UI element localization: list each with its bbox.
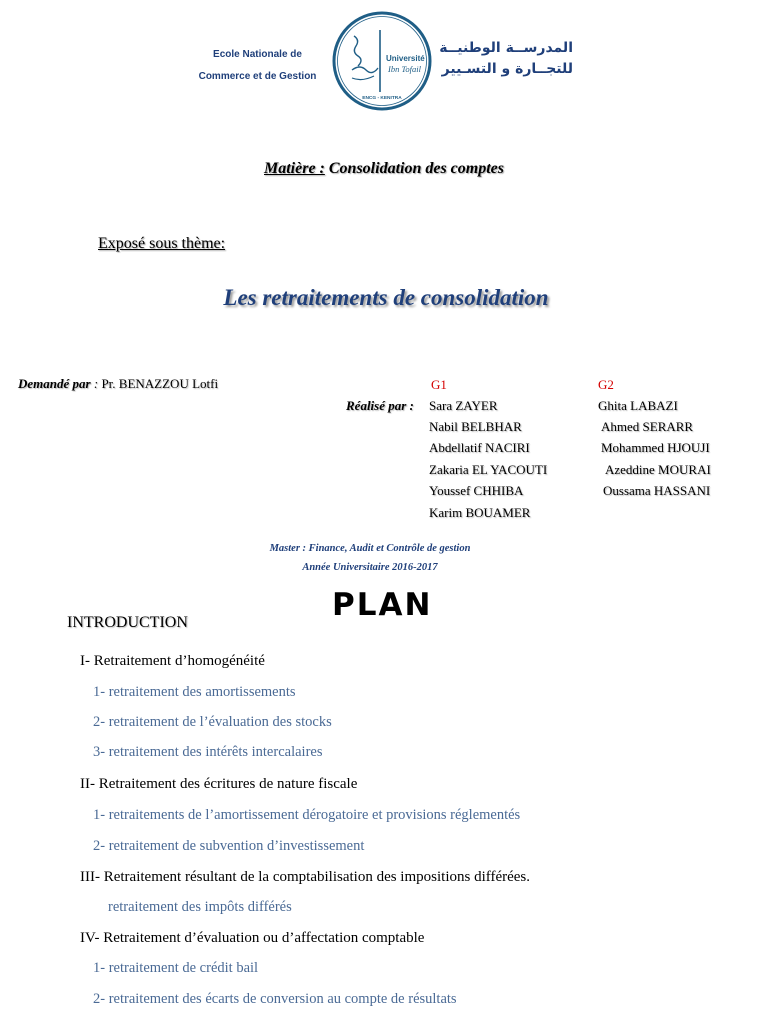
group-1-member: Karim BOUAMER	[429, 505, 531, 520]
expose-label: Exposé sous thème:	[98, 235, 226, 252]
realized-by-label: Réalisé par :	[346, 398, 414, 413]
plan-section-4: IV- Retraitement d’évaluation ou d’affectation comptable	[80, 930, 425, 946]
school-name-arabic-line-2: للتجــارة و التسـيير	[441, 61, 573, 77]
school-name-line-2: Commerce et de Gestion	[198, 71, 317, 82]
plan-subsection: 1- retraitement des amortissements	[93, 684, 296, 700]
master-info	[0, 539, 740, 577]
plan-subsection: 1- retraitements de l’amortissement dérogatoire et provisions réglementés	[93, 807, 521, 823]
subject-label: Matière :	[264, 160, 325, 177]
logo-university-text: Université	[386, 54, 425, 63]
group-2-title: G2	[598, 377, 614, 392]
group-1-member: Youssef CHHIBA	[429, 483, 524, 498]
school-name-arabic	[438, 38, 573, 80]
group-2-member: Oussama HASSANI	[603, 483, 711, 498]
university-logo	[330, 8, 434, 114]
subject-value: Consolidation des comptes	[324, 160, 504, 177]
plan-subsection: 1- retraitement de crédit bail	[93, 960, 259, 976]
requested-by-separator: :	[90, 376, 102, 391]
group-2-member: Azeddine MOURAI	[605, 462, 711, 477]
plan-introduction: INTRODUCTION	[67, 614, 188, 631]
school-name-french	[185, 44, 330, 88]
logo-city-text: ENCG - KENITRA	[362, 96, 402, 101]
plan-subsection: 2- retraitement de l’évaluation des stocks	[93, 714, 332, 730]
subject-line	[0, 160, 768, 178]
plan-subsection: 2- retraitement de subvention d’investissement	[93, 838, 365, 854]
group-1-member: Sara ZAYER	[429, 398, 498, 413]
requested-by	[18, 376, 218, 392]
group-1-title: G1	[431, 377, 447, 392]
group-2-member: Ghita LABAZI	[598, 398, 678, 413]
group-1-member: Zakaria EL YACOUTI	[429, 462, 548, 477]
plan-section-1: I- Retraitement d’homogénéité	[80, 653, 265, 669]
plan-section-2: II- Retraitement des écritures de nature fiscale	[80, 776, 358, 792]
school-name-line-1: Ecole Nationale de	[213, 49, 302, 60]
requested-by-label: Demandé par	[18, 376, 91, 391]
academic-year: Année Universitaire 2016-2017	[302, 562, 438, 573]
plan-subsection: 3- retraitement des intérêts intercalaires	[93, 744, 323, 760]
school-name-arabic-line-1: المدرســة الوطنيــة	[439, 40, 573, 56]
group-2-member: Ahmed SERARR	[601, 419, 694, 434]
group-1-member: Abdellatif NACIRI	[429, 440, 530, 455]
plan-title: PLAN	[332, 587, 433, 623]
group-2-member: Mohammed HJOUJI	[601, 440, 710, 455]
professor-name: Pr. BENAZZOU Lotfi	[101, 376, 219, 391]
plan-subsection: 2- retraitement des écarts de conversion au compte de résultats	[93, 991, 457, 1007]
group-1-member: Nabil BELBHAR	[429, 419, 522, 434]
plan-section-3: III- Retraitement résultant de la comptabilisation des impositions différées.	[80, 869, 531, 885]
logo-university-name: Ibn Tofail	[388, 64, 421, 74]
plan-subsection: retraitement des impôts différés	[108, 899, 292, 915]
presentation-theme: Les retraitements de consolidation	[223, 285, 549, 310]
master-program: Master : Finance, Audit et Contrôle de gestion	[269, 543, 471, 554]
